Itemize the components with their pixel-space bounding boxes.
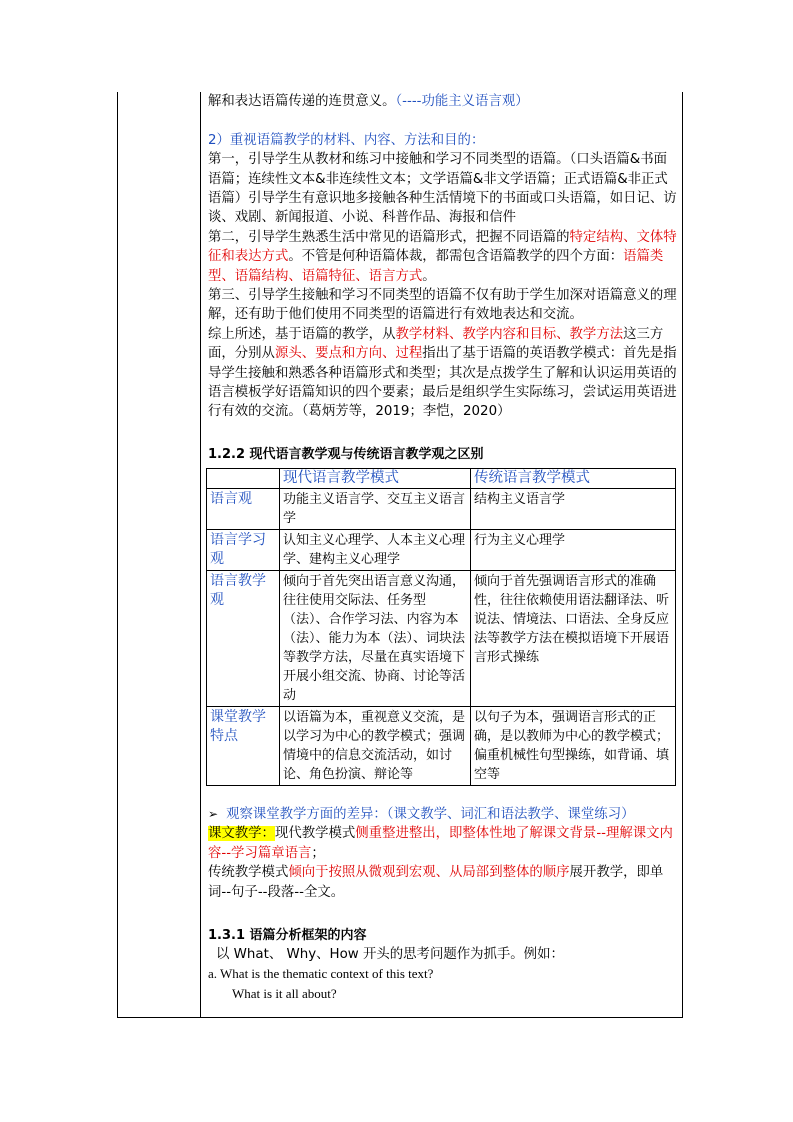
highlight-materials: 教学材料、教学内容和目标、教学方法 bbox=[395, 326, 624, 342]
table-header-traditional: 传统语言教学模式 bbox=[471, 468, 676, 488]
para-modern-mode: 课文教学：现代教学模式侧重整进整出，即整体性地了解课文背景--理解课文内容--学习篇章语言； bbox=[208, 826, 673, 861]
para-questions-intro: 以 What、 Why、How 开头的思考问题作为抓手。例如： bbox=[216, 946, 564, 962]
intro-line: 解和表达语篇传递的连贯意义。（----功能主义语言观） bbox=[208, 94, 529, 109]
label-text-teaching: 课文教学： bbox=[208, 826, 275, 842]
para-second: 第二，引导学生熟悉生活中常见的语篇形式，把握不同语篇的特定结构、文体特征和表达方式。不管是何种语篇体裁，都需包含语篇教学的四个方面：语篇类型、语篇结构、语篇特征、语言方式。 bbox=[208, 229, 677, 284]
row-header: 课堂教学特点 bbox=[207, 706, 280, 785]
table-frame bbox=[117, 92, 683, 1018]
table-header-modern: 现代语言教学模式 bbox=[280, 468, 471, 488]
table-row bbox=[207, 488, 676, 529]
table-header-corner bbox=[207, 468, 280, 488]
highlight-four-aspects: 语篇类型、语篇结构、语篇特征、语言方式 bbox=[208, 249, 664, 284]
functionalism-note: （----功能主义语言观） bbox=[395, 94, 529, 109]
table-cell: 结构主义语言学 bbox=[471, 488, 676, 529]
para-summary: 综上所述，基于语篇的教学，从教学材料、教学内容和目标、教学方法这三方面，分别从源头、要点和方向、过程指出了基于语篇的英语教学模式：首先是指导学生接触和熟悉各种语篇形式和类型；其次是点拨学生了解和认识运用英语的语言模板学好语篇知识的四个要素；最后是组织学生实际练习，尝试运用英语进行有效的交流。（葛炳芳等，2019；李恺，2020） bbox=[208, 326, 677, 420]
row-header: 语言学习观 bbox=[207, 529, 280, 570]
left-column bbox=[118, 92, 201, 1017]
section-131-heading: 1.3.1 语篇分析框架的内容 bbox=[208, 927, 367, 943]
table-cell: 功能主义语言学、交互主义语言学 bbox=[280, 488, 471, 529]
row-header: 语言观 bbox=[207, 488, 280, 529]
section2-heading: 2）重视语篇教学的材料、内容、方法和目的： bbox=[208, 132, 485, 148]
question-b: What is it all about? bbox=[232, 985, 337, 1001]
table-header-row bbox=[207, 468, 676, 488]
highlight-source: 源头、要点和方向、过程 bbox=[274, 346, 423, 362]
arrow-bullet-icon: ➢ bbox=[208, 807, 219, 822]
table-row bbox=[207, 529, 676, 570]
question-a: a. What is the thematic context of this text? bbox=[208, 966, 434, 982]
table-cell: 倾向于首先强调语言形式的准确性，往往依赖使用语法翻译法、听说法、情境法、口语法、全身反应法等教学方法在模拟语境下开展语言形式操练 bbox=[471, 570, 676, 706]
section-122-heading: 1.2.2 现代语言教学观与传统语言教学观之区别 bbox=[208, 447, 484, 463]
highlight-whole: 侧重整进整出，即整体性地了解课文背景--理解课文内容--学习篇章语言 bbox=[208, 826, 673, 861]
table-cell: 行为主义心理学 bbox=[471, 529, 676, 570]
highlight-micro: 倾向于按照从微观到宏观、从局部到整体的顺序 bbox=[288, 865, 570, 881]
table-cell: 以句子为本，强调语言形式的正确，是以教师为中心的教学模式；偏重机械性句型操练，如背诵、填空等 bbox=[471, 706, 676, 785]
para-traditional-mode: 传统教学模式倾向于按照从微观到宏观、从局部到整体的顺序展开教学，即单词--句子--段落--全文。 bbox=[208, 865, 664, 900]
table-row bbox=[207, 570, 676, 706]
table-cell: 以语篇为本，重视意义交流，是以学习为中心的教学模式；强调情境中的信息交流活动，如讨论、角色扮演、辩论等 bbox=[280, 706, 471, 785]
table-cell: 倾向于首先突出语言意义沟通，往往使用交际法、任务型（法）、合作学习法、内容为本（法）、能力为本（法）、词块法等教学方法，尽量在真实语境下开展小组交流、协商、讨论等活动 bbox=[280, 570, 471, 706]
para-first: 第一，引导学生从教材和练习中接触和学习不同类型的语篇。（口头语篇&书面语篇；连续性文本&非连续性文本；文学语篇&非文学语篇；正式语篇&非正式语篇）引导学生有意识地多接触各种生活情境下的书面或口头语篇，如日记、访谈、戏剧、新闻报道、小说、科普作品、海报和信件 bbox=[208, 152, 677, 226]
observe-bullet: ➢ 观察课堂教学方面的差异：（课文教学、词汇和语法教学、课堂练习） bbox=[208, 807, 635, 823]
table-row bbox=[207, 706, 676, 785]
table-cell: 认知主义心理学、人本主义心理学、建构主义心理学 bbox=[280, 529, 471, 570]
para-third: 第三、引导学生接触和学习不同类型的语篇不仅有助于学生加深对语篇意义的理解，还有助于他们使用不同类型的语篇进行有效地表达和交流。 bbox=[208, 288, 677, 323]
content-cell bbox=[208, 92, 678, 1017]
comparison-table bbox=[206, 468, 676, 786]
highlight-structure: 特定结构、文体特征和表达方式 bbox=[208, 229, 677, 265]
row-header: 语言教学观 bbox=[207, 570, 280, 706]
